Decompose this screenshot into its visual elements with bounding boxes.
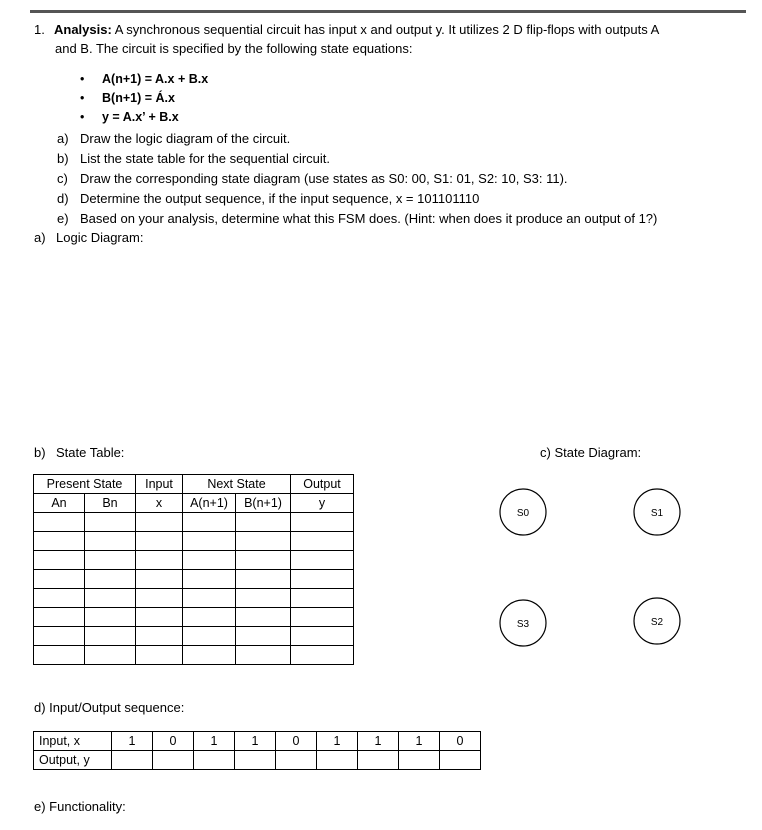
heading-label: a)	[34, 230, 46, 245]
table-cell[interactable]	[34, 551, 85, 570]
table-cell[interactable]	[236, 646, 291, 665]
io-sequence-heading: d) Input/Output sequence:	[34, 700, 185, 715]
input-value: 1	[112, 732, 153, 751]
table-cell[interactable]	[85, 608, 136, 627]
table-cell[interactable]	[136, 646, 183, 665]
question-number: 1.	[34, 22, 45, 37]
output-cell[interactable]	[440, 751, 481, 770]
table-cell[interactable]	[291, 532, 354, 551]
question-parts	[57, 129, 657, 229]
table-cell[interactable]	[236, 608, 291, 627]
state-node-s2[interactable]	[634, 598, 680, 644]
state-table-heading	[34, 445, 124, 460]
question-intro-line1: A synchronous sequential circuit has input x and output y. It utilizes 2 D flip-flops with outputs A	[111, 22, 660, 37]
table-cell[interactable]	[136, 532, 183, 551]
table-cell[interactable]	[236, 551, 291, 570]
equation-b: B(n+1) = Á.x	[102, 91, 175, 105]
part-label: e)	[57, 211, 69, 226]
part-item	[57, 169, 657, 189]
equation-item	[80, 89, 208, 108]
part-label: a)	[57, 131, 69, 146]
header-present-state: Present State	[34, 475, 136, 494]
equation-item	[80, 70, 208, 89]
table-cell[interactable]	[85, 513, 136, 532]
table-cell[interactable]	[183, 608, 236, 627]
output-row	[34, 751, 481, 770]
heading-text: Logic Diagram:	[56, 230, 144, 245]
table-subheader-row	[34, 494, 354, 513]
input-value: 1	[235, 732, 276, 751]
table-cell[interactable]	[183, 532, 236, 551]
input-value: 1	[358, 732, 399, 751]
part-text: Draw the corresponding state diagram (use states as S0: 00, S1: 01, S2: 10, S3: 11).	[80, 171, 568, 186]
table-cell[interactable]	[34, 589, 85, 608]
state-diagram	[490, 480, 700, 650]
table-row	[34, 570, 354, 589]
top-rule	[30, 10, 746, 13]
question-title: Analysis:	[54, 22, 112, 37]
heading-text: State Table:	[56, 445, 125, 460]
table-cell[interactable]	[34, 608, 85, 627]
state-label: S2	[650, 617, 664, 628]
output-cell[interactable]	[112, 751, 153, 770]
table-cell[interactable]	[183, 646, 236, 665]
header-y: y	[291, 494, 354, 513]
table-cell[interactable]	[136, 551, 183, 570]
bullet: •	[80, 110, 85, 124]
table-cell[interactable]	[85, 551, 136, 570]
part-text: Determine the output sequence, if the input sequence, x = 101101110	[80, 191, 480, 206]
heading-label: b)	[34, 445, 46, 460]
output-cell[interactable]	[317, 751, 358, 770]
table-header-row	[34, 475, 354, 494]
table-cell[interactable]	[85, 570, 136, 589]
header-bn: Bn	[85, 494, 136, 513]
table-row	[34, 608, 354, 627]
question-intro-line2: and B. The circuit is specified by the following state equations:	[55, 41, 413, 56]
header-b-next: B(n+1)	[236, 494, 291, 513]
input-label: Input, x	[34, 732, 112, 751]
table-cell[interactable]	[85, 627, 136, 646]
table-cell[interactable]	[136, 589, 183, 608]
output-cell[interactable]	[399, 751, 440, 770]
part-text: Based on your analysis, determine what this FSM does. (Hint: when does it produce an output of 1?)	[80, 211, 658, 226]
part-item	[57, 129, 657, 149]
table-row	[34, 646, 354, 665]
table-cell[interactable]	[236, 589, 291, 608]
equation-y: y = A.x’ + B.x	[102, 110, 179, 124]
table-cell[interactable]	[183, 589, 236, 608]
table-cell[interactable]	[136, 627, 183, 646]
table-cell[interactable]	[291, 513, 354, 532]
state-label: S0	[516, 508, 530, 519]
part-text: Draw the logic diagram of the circuit.	[80, 131, 291, 146]
table-cell[interactable]	[183, 513, 236, 532]
table-row	[34, 532, 354, 551]
table-cell[interactable]	[291, 570, 354, 589]
table-cell[interactable]	[236, 570, 291, 589]
state-label: S1	[650, 508, 664, 519]
table-cell[interactable]	[183, 551, 236, 570]
state-label: S3	[516, 619, 530, 630]
functionality-heading: e) Functionality:	[34, 799, 126, 814]
input-value: 1	[317, 732, 358, 751]
part-text: List the state table for the sequential circuit.	[80, 151, 331, 166]
state-node-s1[interactable]	[634, 489, 680, 535]
table-cell[interactable]	[136, 608, 183, 627]
table-row	[34, 627, 354, 646]
table-cell[interactable]	[291, 627, 354, 646]
part-item	[57, 149, 657, 169]
output-cell[interactable]	[153, 751, 194, 770]
bullet: •	[80, 72, 85, 86]
equation-list	[80, 70, 208, 127]
output-cell[interactable]	[194, 751, 235, 770]
state-table	[33, 474, 354, 665]
table-cell[interactable]	[34, 627, 85, 646]
table-cell[interactable]	[85, 532, 136, 551]
table-cell[interactable]	[34, 646, 85, 665]
state-node-s0[interactable]	[500, 489, 546, 535]
header-x: x	[136, 494, 183, 513]
table-cell[interactable]	[136, 513, 183, 532]
table-cell[interactable]	[236, 627, 291, 646]
part-label: d)	[57, 191, 69, 206]
output-cell[interactable]	[235, 751, 276, 770]
header-output: Output	[291, 475, 354, 494]
output-cell[interactable]	[276, 751, 317, 770]
table-cell[interactable]	[291, 551, 354, 570]
table-cell[interactable]	[236, 513, 291, 532]
logic-diagram-heading	[34, 230, 143, 245]
state-node-s3[interactable]	[500, 600, 546, 646]
table-cell[interactable]	[85, 589, 136, 608]
output-cell[interactable]	[358, 751, 399, 770]
part-item	[57, 209, 657, 229]
output-label: Output, y	[34, 751, 112, 770]
input-row	[34, 732, 481, 751]
table-cell[interactable]	[136, 570, 183, 589]
table-row	[34, 589, 354, 608]
input-value: 0	[276, 732, 317, 751]
header-input: Input	[136, 475, 183, 494]
header-an: An	[34, 494, 85, 513]
header-next-state: Next State	[183, 475, 291, 494]
equation-a: A(n+1) = A.x + B.x	[102, 72, 209, 86]
table-cell[interactable]	[34, 513, 85, 532]
io-sequence-table	[33, 731, 481, 770]
table-cell[interactable]	[291, 646, 354, 665]
part-label: b)	[57, 151, 69, 166]
input-value: 0	[153, 732, 194, 751]
table-cell[interactable]	[85, 646, 136, 665]
part-item	[57, 189, 657, 209]
table-cell[interactable]	[183, 627, 236, 646]
equation-item	[80, 108, 208, 127]
header-a-next: A(n+1)	[183, 494, 236, 513]
table-row	[34, 513, 354, 532]
input-value: 1	[194, 732, 235, 751]
part-label: c)	[57, 171, 68, 186]
table-cell[interactable]	[291, 608, 354, 627]
table-row	[34, 551, 354, 570]
table-cell[interactable]	[34, 570, 85, 589]
question-intro	[34, 20, 660, 56]
table-cell[interactable]	[34, 532, 85, 551]
table-cell[interactable]	[236, 532, 291, 551]
input-value: 0	[440, 732, 481, 751]
table-cell[interactable]	[183, 570, 236, 589]
state-diagram-heading: c) State Diagram:	[540, 445, 642, 460]
bullet: •	[80, 91, 85, 105]
input-value: 1	[399, 732, 440, 751]
table-cell[interactable]	[291, 589, 354, 608]
